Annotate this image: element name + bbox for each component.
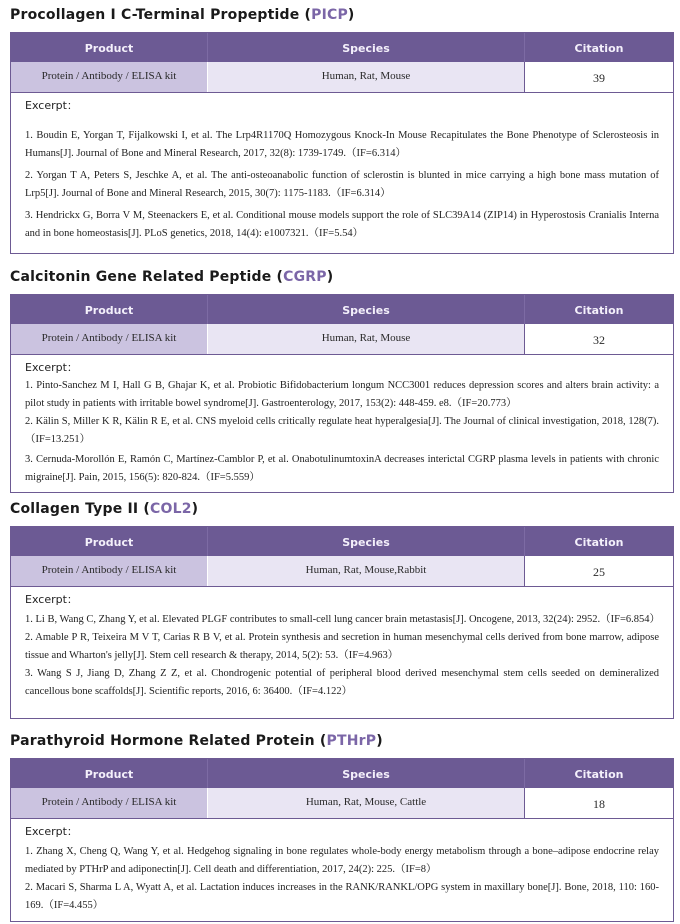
header-citation: Citation xyxy=(524,295,673,324)
header-species: Species xyxy=(207,527,524,556)
header-product: Product xyxy=(84,536,134,549)
table-header xyxy=(11,527,673,556)
reference: 3. Hendrickx G, Borra V M, Steenackers E, et al. Conditional mouse models support the role of SLC39A14 (ZIP14) in Hyperostosis Cranialis Interna and in bone homeostasis[J]. PLoS genetics, 2018, 14(4): e1007321.（IF=5.54） xyxy=(25,210,659,239)
section-title: Parathyroid Hormone Related Protein (PTHrP) xyxy=(10,733,383,749)
header-species: Species xyxy=(207,33,524,62)
cell-species: Human, Rat, Mouse xyxy=(207,62,524,92)
table-row xyxy=(11,62,673,92)
section-title: Collagen Type II (COL2) xyxy=(10,501,199,517)
product-table xyxy=(10,758,674,922)
section-title: Calcitonin Gene Related Peptide (CGRP) xyxy=(10,269,334,285)
section-abbr: PICP xyxy=(311,7,348,23)
cell-species: Human, Rat, Mouse,Rabbit xyxy=(207,556,524,586)
table-row xyxy=(11,788,673,818)
reference: 3. Wang S J, Jiang D, Zhang Z Z, et al. Chondrogenic potential of peripheral blood derived mesenchymal stem cells seeded on demineralized cancellous bone scaffolds[J]. Scientific reports, 2016, 6: 36400.（IF=4.122） xyxy=(25,668,659,697)
reference: 2. Yorgan T A, Peters S, Jeschke A, et al. The anti‐osteoanabolic function of sclerostin is blunted in mice carrying a high bone mass mutation of Lrp5[J]. Journal of Bone and Mineral Research, 2015, 30(7): 1175-1183.（IF=6.314） xyxy=(25,170,659,199)
header-citation: Citation xyxy=(524,759,673,788)
reference: 1. Boudin E, Yorgan T, Fijalkowski I, et al. The Lrp4R1170Q Homozygous Knock‐In Mouse Recapitulates the Bone Phenotype of Sclerosteosis in Humans[J]. Journal of Bone and Mineral Research, 2017, 32(8): 1739-1749.（IF=6.314） xyxy=(25,130,659,159)
excerpt xyxy=(11,97,673,253)
product-table xyxy=(10,526,674,719)
divider xyxy=(11,354,673,355)
excerpt xyxy=(11,359,673,492)
table-row xyxy=(11,556,673,586)
cell-species: Human, Rat, Mouse, Cattle xyxy=(207,788,524,818)
header-product: Product xyxy=(84,42,134,55)
header-citation: Citation xyxy=(524,527,673,556)
divider xyxy=(11,818,673,819)
divider xyxy=(11,586,673,587)
cell-citation: 39 xyxy=(524,62,673,92)
header-species: Species xyxy=(207,759,524,788)
cell-citation: 25 xyxy=(524,556,673,586)
reference: 2. Kälin S, Miller K R, Kälin R E, et al. CNS myeloid cells critically regulate heat hyperalgesia[J]. The Journal of clinical investigation, 2018, 128(7).（IF=13.251） xyxy=(25,416,659,445)
header-product: Product xyxy=(84,768,134,781)
excerpt-label: Excerpt： xyxy=(25,825,78,838)
header-citation: Citation xyxy=(524,33,673,62)
reference: 2. Macari S, Sharma L A, Wyatt A, et al. Lactation induces increases in the RANK/RANKL/OPG system in maxillary bone[J]. Bone, 2018, 110: 160-169.（IF=4.455） xyxy=(25,882,659,911)
reference: 1. Pinto-Sanchez M I, Hall G B, Ghajar K, et al. Probiotic Bifidobacterium longum NCC3001 reduces depression scores and alters brain activity: a pilot study in patients with irritable bowel syndrome[J]. Gastroenterology, 2017, 153(2): 448-459. e8.（IF=20.773） xyxy=(25,380,659,409)
header-species: Species xyxy=(207,295,524,324)
cell-citation: 32 xyxy=(524,324,673,354)
cell-product: Protein / Antibody / ELISA kit xyxy=(11,62,207,92)
excerpt-label: Excerpt： xyxy=(25,99,78,112)
reference: 2. Amable P R, Teixeira M V T, Carias R B V, et al. Protein synthesis and secretion in human mesenchymal cells derived from bone marrow, adipose tissue and Wharton's jelly[J]. Stem cell research & therapy, 2014, 5(2): 53.（IF=4.963） xyxy=(25,632,659,661)
section-title: Procollagen I C-Terminal Propeptide (PICP) xyxy=(10,7,355,23)
excerpt xyxy=(11,823,673,921)
product-table xyxy=(10,32,674,254)
cell-species: Human, Rat, Mouse xyxy=(207,324,524,354)
section-abbr: PTHrP xyxy=(326,733,377,749)
header-product: Product xyxy=(84,304,134,317)
excerpt xyxy=(11,591,673,718)
table-header xyxy=(11,33,673,62)
reference: 1. Li B, Wang C, Zhang Y, et al. Elevated PLGF contributes to small-cell lung cancer brain metastasis[J]. Oncogene, 2013, 32(24): 2952.（IF=6.854） xyxy=(25,614,661,625)
table-header xyxy=(11,295,673,324)
section-abbr: CGRP xyxy=(283,269,327,285)
reference: 1. Zhang X, Cheng Q, Wang Y, et al. Hedgehog signaling in bone regulates whole-body energy metabolism through a bone–adipose endocrine relay mediated by PTHrP and adiponectin[J]. Cell death and differentiation, 2017, 24(2): 225.（IF=8） xyxy=(25,846,659,875)
excerpt-label: Excerpt： xyxy=(25,361,78,374)
cell-citation: 18 xyxy=(524,788,673,818)
table-row xyxy=(11,324,673,354)
cell-product: Protein / Antibody / ELISA kit xyxy=(11,556,207,586)
cell-product: Protein / Antibody / ELISA kit xyxy=(11,324,207,354)
table-header xyxy=(11,759,673,788)
divider xyxy=(11,92,673,93)
section-abbr: COL2 xyxy=(150,501,192,517)
product-table xyxy=(10,294,674,493)
reference: 3. Cernuda-Morollón E, Ramón C, Martínez-Camblor P, et al. OnabotulinumtoxinA decreases interictal CGRP plasma levels in patients with chronic migraine[J]. Pain, 2015, 156(5): 820-824.（IF=5.559） xyxy=(25,454,659,483)
excerpt-label: Excerpt： xyxy=(25,593,78,606)
cell-product: Protein / Antibody / ELISA kit xyxy=(11,788,207,818)
